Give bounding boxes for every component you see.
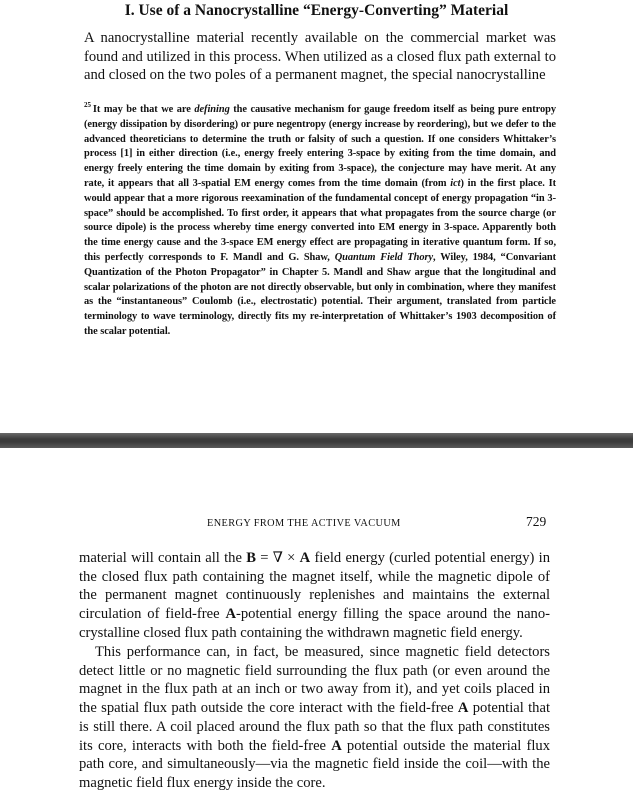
- p1-symbol-B: B: [246, 550, 256, 566]
- footnote-run-5: Quantum Field Thory: [334, 251, 434, 263]
- footnote-run-0: It may be that we are: [92, 104, 195, 115]
- body-paragraph-1: [79, 549, 550, 643]
- lower-page: [0, 448, 633, 791]
- section-heading: I. Use of a Nanocrystalline “Energy-Converting” Material: [124, 2, 509, 19]
- footnote-run-1: defining: [194, 104, 230, 115]
- p1-text-a: material will contain all the: [79, 550, 247, 566]
- p2-text-a: This performance can, in fact, be measured, since magnetic field detectors detect little or no magnetic field surrounding the flux path (or even around the magnet in the flux path at an inch or two away from it), and yet coils placed in the spatial flux path outside the core interact with the field-free: [79, 644, 550, 717]
- p1-symbol-A-2: A: [225, 606, 237, 623]
- running-head: ENERGY FROM THE ACTIVE VACUUM: [207, 518, 401, 529]
- page-break-divider: [0, 433, 633, 448]
- footnote-run-2: the causative mechanism for gauge freedom itself as being pure entropy (energy dissipation by disordering) or pure negentropy (energy increase by reordering), but we defer to the advanced theoreticians to determine the truth or falsity of such a question. If one considers Whittaker’s process [1] in either direction (i.e., energy freely entering 3-space by exiting from the time domain, and energy freely entering the time domain by exiting from 3-space), the conjecture may have merit. At any rate, it appears that all 3-spatial EM energy comes from the time domain (from: [84, 104, 557, 189]
- footnote-run-6: , Wiley, 1984, “Convariant Quantization of the Photon Propagator” in Chapter 5. Mandl and Shaw argue that the longitudinal and scalar polarizations of the photon are not directly observable, but only in combination, where they manifest as the “instantaneous” Coulomb (i.e., electrostatic) potential. Their argument, translated from particle terminology to wave terminology, directly fits my re-interpretation of Whittaker’s 1903 decomposition of the scalar potential.: [84, 251, 556, 337]
- p1-symbol-A: A: [299, 550, 311, 566]
- body-paragraph-2: [79, 643, 550, 793]
- footnote-run-4: ) in the first place. It would appear that a more rigorous reexamination of the fundamental concept of energy propagation “in 3-space” should be accomplished. To first order, it appears that what propagates from the source charge (or source dipole) is the process whereby time energy converted into EM energy in 3-space. Apparently both the time energy cause and the 3-space EM energy effect are propagating in iterative quantum form. If so, this perfectly corresponds to F. Mandl and G. Shaw,: [84, 177, 556, 263]
- footnote-number: 25: [84, 101, 91, 109]
- p2-symbol-A: A: [457, 700, 469, 717]
- footnote-25: [84, 98, 556, 340]
- p1-equation: = ∇ ×: [255, 550, 300, 566]
- page-number: 729: [526, 514, 547, 529]
- body-paragraph-top: A nanocrystalline material recently available on the commercial market was found and utilized in this process. When utilized as a closed flux path external to and closed on the two poles of a permanent magnet, the special nanocrystalline: [84, 30, 556, 84]
- footnote-run-3: ict: [450, 177, 461, 189]
- p1-text-d: -potential energy filling the space around the nano-crystalline closed flux path containing the withdrawn magnetic field energy.: [79, 606, 550, 641]
- p2-text-c: potential that is still there. A coil placed around the flux path so that the flux path constitutes its core, interacts with both the field-free: [79, 700, 551, 754]
- footnote-text: [84, 104, 556, 337]
- p2-text-e: potential outside the material flux path core, and simultaneously—via the magnetic field inside the coil—with the magnetic field flux energy inside the core.: [79, 737, 550, 791]
- p1-text-c: field energy (curled potential energy) in the closed flux path containing the magnet itself, while the magnetic dipole of the permanent magnet continuously replenishes and maintains the external circulation of field-free: [79, 550, 550, 623]
- p2-symbol-A-2: A: [331, 737, 342, 754]
